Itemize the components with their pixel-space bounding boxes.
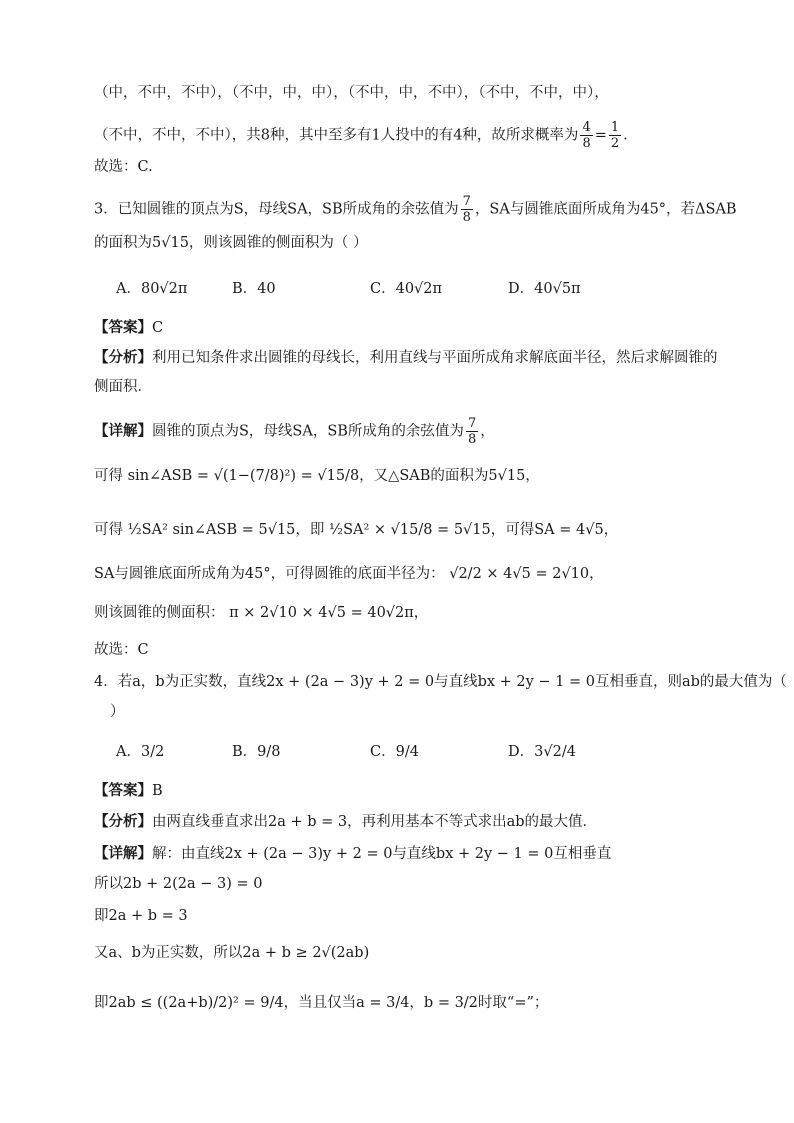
- text-line: （中，不中，不中），（不中，中，中），（不中，中，不中），（不中，不中，中），: [94, 85, 609, 101]
- text-span: 由两直线垂直求出2a + b = 3，再利用基本不等式求出ab的最大值．: [152, 814, 598, 830]
- option-b: B．9/8: [232, 744, 281, 760]
- fraction: $\frac{7}{8}$: [462, 194, 471, 225]
- analysis-tag: 【分析】: [94, 814, 152, 830]
- analysis-tag: 【分析】: [94, 350, 152, 366]
- analysis-line: [94, 348, 734, 368]
- answer-value: C: [152, 320, 164, 336]
- detail-line: [94, 844, 734, 864]
- detail-tag: 【详解】: [94, 846, 152, 862]
- detail-tag: 【详解】: [94, 423, 152, 440]
- text-line: 即2a + b = 3: [94, 908, 188, 924]
- text-line: 故选：C: [94, 642, 149, 658]
- option-a: A．3/2: [116, 744, 165, 760]
- text-span: 3．已知圆锥的顶点为S，母线SA，SB所成角的余弦值为: [94, 201, 459, 218]
- text-line: 侧面积．: [94, 379, 152, 395]
- question-4-line: 4．若a，b为正实数，直线2x + (2a − 3)y + 2 = 0与直线bx + 2y − 1 = 0互相垂直，则ab的最大值为（: [94, 674, 787, 690]
- answer-value: B: [152, 783, 163, 799]
- text-line: （不中，不中，不中），共8种，其中至多有1人投中的有4种，故所求概率为 $\frac{4}{8}$ = $\frac{1}{2}$ .: [94, 120, 628, 151]
- text-span: 利用已知条件求出圆锥的母线长，利用直线与平面所成角求解底面半径，然后求解圆锥的: [152, 350, 718, 366]
- answer-line: [94, 781, 734, 801]
- text-span: 圆锥的顶点为S，母线SA，SB所成角的余弦值为: [152, 423, 464, 440]
- text-line: 可得 sin∠ASB = √(1−(7/8)²) = √15/8，又△SAB的面积为5√15，: [94, 468, 540, 484]
- answer-tag: 【答案】: [94, 783, 152, 799]
- fraction: $\frac{7}{8}$: [467, 416, 477, 447]
- text-span: （不中，不中，不中），共8种，其中至多有1人投中的有4种，故所求概率为: [94, 127, 579, 144]
- text-line: 可得 ½SA² sin∠ASB = 5√15，即 ½SA² × √15/8 = 5√15，可得SA = 4√5，: [94, 522, 619, 538]
- option-a: A．80√2π: [116, 281, 188, 297]
- text-line: 即2ab ≤ ((2a+b)/2)² = 9/4，当且仅当a = 3/4，b = 3/2时取“=”；: [94, 995, 549, 1011]
- option-c: C．9/4: [370, 744, 419, 760]
- answer-line: [94, 318, 734, 338]
- answer-tag: 【答案】: [94, 320, 152, 336]
- text-line: 的面积为5√15，则该圆锥的侧面积为（ ）: [94, 235, 368, 251]
- option-d: D．40√5π: [508, 281, 581, 297]
- text-line: 所以2b + 2(2a − 3) = 0: [94, 876, 263, 892]
- analysis-line: [94, 812, 734, 832]
- text-line: SA与圆锥底面所成角为45°，可得圆锥的底面半径为： √2/2 × 4√5 = 2√10，: [94, 566, 604, 582]
- text-span: 解：由直线2x + (2a − 3)y + 2 = 0与直线bx + 2y − 1 = 0互相垂直: [152, 846, 612, 862]
- option-c: C．40√2π: [370, 281, 443, 297]
- text-line: 则该圆锥的侧面积： π × 2√10 × 4√5 = 40√2π，: [94, 605, 429, 621]
- text-line: 又a、b为正实数，所以2a + b ≥ 2√(2ab): [94, 945, 370, 961]
- fraction: $\frac{1}{2}$: [610, 120, 620, 151]
- option-d: D．3√2/4: [508, 744, 576, 760]
- text-line: ）: [110, 704, 125, 720]
- detail-line: 【详解】圆锥的顶点为S，母线SA，SB所成角的余弦值为 $\frac{7}{8}$ ，: [94, 416, 495, 447]
- option-b: B．40: [232, 281, 276, 297]
- question-3-line: [94, 194, 737, 225]
- text-line: 故选：C.: [94, 159, 153, 175]
- text-span: ，SA与圆锥底面所成角为45°，若ΔSAB: [474, 201, 737, 218]
- fraction: $\frac{4}{8}$: [582, 120, 591, 151]
